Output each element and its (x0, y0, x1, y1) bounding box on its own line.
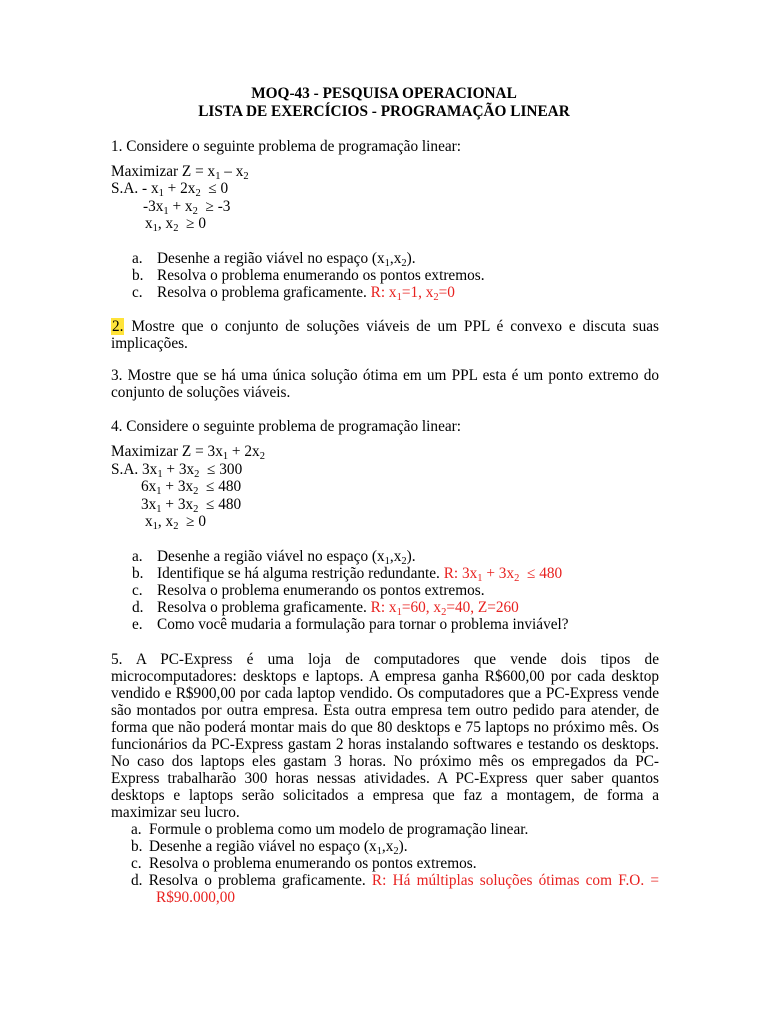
q5-line-2: microcomputadores: desktops e laptops. A empresa ganha R$600,00 por cada desktop (111, 668, 659, 685)
q4-answer-b: R: $3x_1 + 3x_2 \le 480$ (443, 565, 563, 584)
q4-objective: Maximizar $Z = 3x_1 + 2x_2$ (111, 443, 265, 462)
q3-line-1: 3. Mostre que se há uma única solução ótima em um PPL esta é um ponto extremo do (111, 367, 659, 384)
q5-item-d: d. Resolva o problema graficamente. R: Há múltiplas soluções ótimas com F.O. = (131, 872, 660, 889)
q5-answer: R: Há múltiplas soluções ótimas com F.O. = (371, 872, 660, 889)
q1-answer: R: $x_1=1$, $x_2=0$ (370, 284, 455, 303)
q4-intro: 4. Considere o seguinte problema de programação linear: (111, 418, 462, 435)
q2-line-1: 2. Mostre que o conjunto de soluções viáveis de um PPL é convexo e discuta suas (112, 318, 659, 335)
document-title: MOQ-43 - PESQUISA OPERACIONAL (251, 85, 517, 102)
q4-constraint-2: $6x_1 + 3x_2 \le 480$ (141, 478, 242, 497)
q5-answer-continued: R$90.000,00 (156, 889, 236, 906)
q3-line-2: conjunto de soluções viáveis. (111, 384, 291, 401)
q5-line-9: desktops e laptops serão solicitados a empresa que faz a montagem, de forma a (111, 787, 659, 804)
q1-constraint-1: S.A. - $x_1 + 2x_2 \le 0$ (111, 180, 229, 199)
q4-constraint-1: S.A. $3x_1 + 3x_2 \le 300$ (111, 461, 243, 480)
q1-objective: Maximizar $Z = x_1 - x_2$ (111, 163, 249, 182)
document-page: MOQ-43 - PESQUISA OPERACIONAL LISTA DE EXERCÍCIOS - PROGRAMAÇÃO LINEAR 1. Considere o seguinte problema de programação linear: Maximizar $Z = x_1 - x_2$ S.A. - $x_1 + 2x_2 \le 0$ $-3x_1 + x_2 \ge -3$ $x_1$, $x_2 \ge 0$ a. Desenhe a região viável no espaço $(x_1,x_2)$. b. Resolva o problema enumerando os pontos extremos. c. Resolva o problema graficamente. R: $x_1=1$, $x_2=0$ 2. Mostre que o conjunto de soluções viáveis de um PPL é convexo e discuta suas implicações. 3. Mostre que se há uma única solução ótima em um PPL esta é um ponto extremo do conjunto de soluções viáveis. 4. Considere o seguinte problema de programação linear: Maximizar $Z = 3x_1 + 2x_2$ S.A. $3x_1 + 3x_2 \le 300$ $6x_1 + 3x_2 \le 480$ $3x_1 + 3x_2 \le 480$ $x_1$, $x_2 \ge 0$ a. Desenhe a região viável no espaço $(x_1,x_2)$. b. Identifique se há alguma restrição redundante. R: $3x_1 + 3x_2 \le 480$ c. Resolva o problema enumerando os pontos extremos. d. Resolva o problema graficamente. R: $x_1=60$, $x_2=40$, Z=260 e. Como você mudaria a formulação para tornar o problema inviável? 5. A PC-Express é uma loja de computadores que vende dois tipos de microcomputadores: desktops e laptops. A empresa ganha R$600,00 por cada desktop vendido e R$900,00 por cada laptop vendido. Os computadores que a PC-Express vende são montados por outra empresa. Esta outra empresa tem outro pedido para atender, de forma que não poderá montar mais do que 80 desktops e 75 laptops no próximo mês. Os funcionários da PC-Express gastam 2 horas instalando softwares e testando os desktops. No caso dos laptops eles gastam 3 horas. No próximo mês os empregados da PC- Express trabalharão 300 horas nessas atividades. A PC-Express quer saber quantos desktops e laptops serão solicitados a empresa que faz a montagem, de forma a maximizar seu lucro. a. Formule o problema como um modelo de programação linear. b. Desenhe a região viável no espaço $(x_1,x_2)$. c. Resolva o problema enumerando os pontos extremos. d. Resolva o problema graficamente. R: Há múltiplas soluções ótimas com F.O. = R$90.000,00 (0, 0, 768, 1024)
q4-constraint-3: $3x_1 + 3x_2 \le 480$ (141, 496, 242, 515)
q4-constraint-4: $x_1$, $x_2 \ge 0$ (145, 513, 206, 532)
q5-line-8: Express trabalharão 300 horas nessas atividades. A PC-Express quer saber quantos (111, 770, 659, 787)
q1-constraint-2: $-3x_1 + x_2 \ge -3$ (143, 198, 231, 217)
q2-number-highlight: 2. (112, 318, 124, 335)
q5-line-6: funcionários da PC-Express gastam 2 horas instalando softwares e testando os desktops. (111, 736, 659, 753)
q5-line-3: vendido e R$900,00 por cada laptop vendido. Os computadores que a PC-Express vende (111, 685, 659, 702)
q5-line-7: No caso dos laptops eles gastam 3 horas. No próximo mês os empregados da PC- (111, 753, 659, 770)
document-subtitle: LISTA DE EXERCÍCIOS - PROGRAMAÇÃO LINEAR (198, 103, 570, 120)
q1-intro: 1. Considere o seguinte problema de programação linear: (111, 138, 462, 155)
q2-line-2: implicações. (111, 335, 188, 352)
q5-line-1: 5. A PC-Express é uma loja de computadores que vende dois tipos de (111, 651, 659, 668)
q4-answer-d: R: $x_1=60$, $x_2=40$, Z=260 (370, 599, 519, 618)
q5-line-10: maximizar seu lucro. (111, 804, 240, 821)
q1-constraint-3: $x_1$, $x_2 \ge 0$ (145, 215, 206, 234)
q5-line-4: são montados por outra empresa. Esta outra empresa tem outro pedido para atender, de (111, 702, 659, 719)
q5-line-5: forma que não poderá montar mais do que 80 desktops e 75 laptops no próximo mês. Os (111, 719, 659, 736)
